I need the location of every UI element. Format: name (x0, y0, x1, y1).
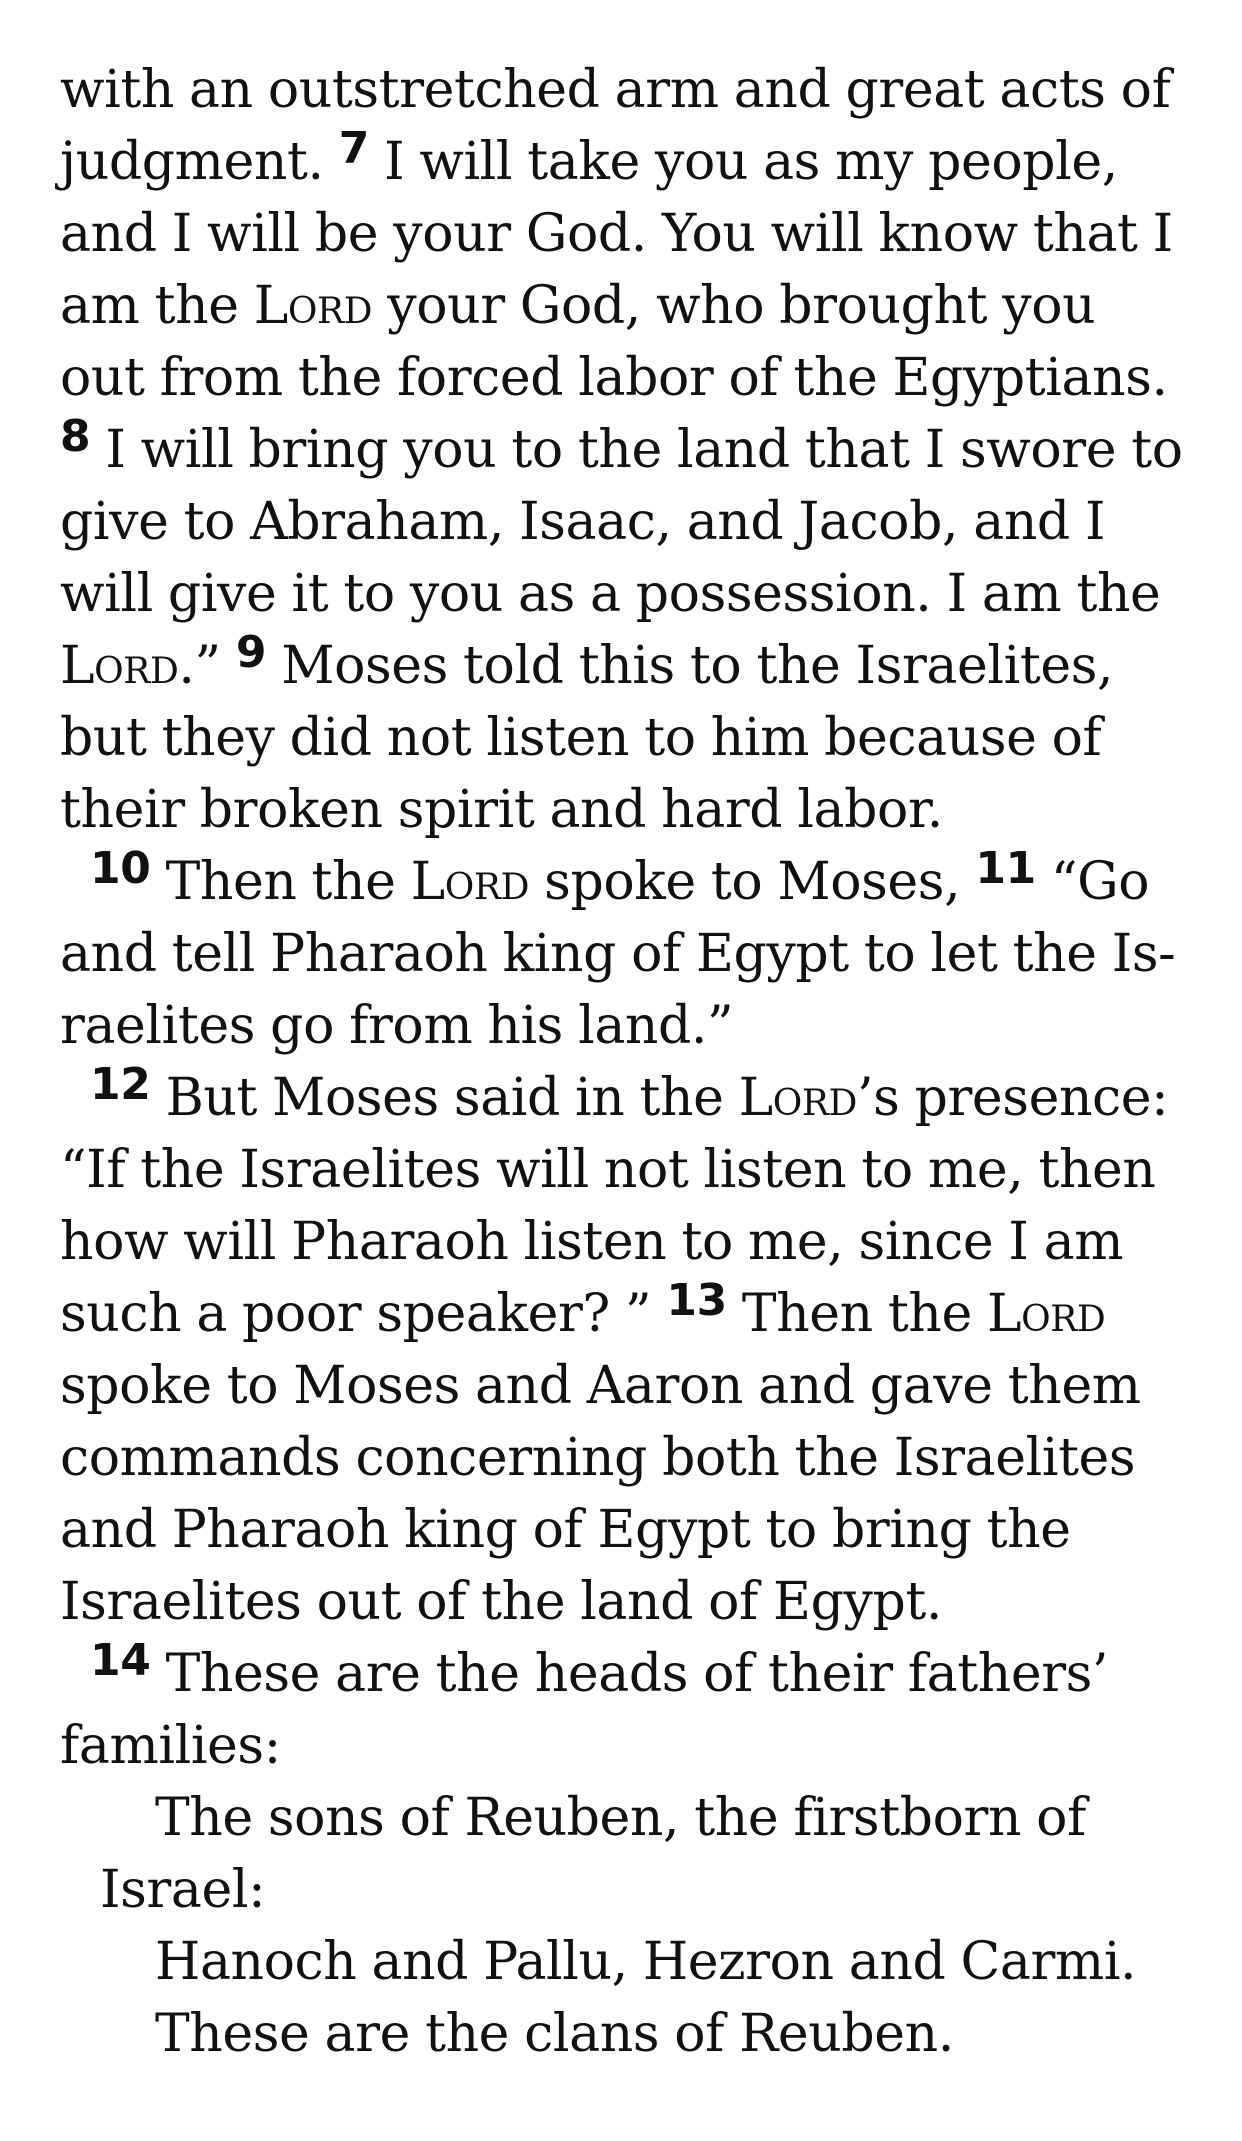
verse-number-12[interactable]: 12 (90, 1059, 151, 1110)
verse-number-13[interactable]: 13 (666, 1275, 727, 1326)
lord-small-caps: Lord (986, 1284, 1106, 1344)
verse-text: I will take you as my people, and I will be your God. You will know that I am the (60, 132, 1173, 336)
verse-text: .” (178, 636, 236, 696)
verse-text: with an outstretched arm and great acts of judgment. (60, 60, 1171, 192)
lord-small-caps: Lord (253, 276, 373, 336)
paragraph-verses-10-11 (60, 843, 1184, 1062)
verse-text: These are the heads of their fathers’ families: (60, 1644, 1109, 1776)
verse-text: I will bring you to the land that I swore to give to Abraham, Isaac, and Jacob, and I will give it to you as a possession. I am the (60, 420, 1183, 624)
lord-small-caps: Lord (410, 852, 530, 912)
poetry-line-continuation: Israel: (100, 1860, 266, 1920)
verse-text: “Go and tell Pharaoh king of Egypt to let the Is-raelites go from his land.” (60, 852, 1176, 1056)
verse-text: your God, who brought you out from the forced labor of the Egyptians. (60, 276, 1168, 408)
verse-text: spoke to Moses and Aaron and gave them commands concerning both the Israelites and Pharaoh king of Egypt to bring the Israelites out of the land of Egypt. (60, 1356, 1141, 1632)
verse-number-10[interactable]: 10 (90, 843, 151, 894)
verse-text: Moses told this to the Israelites, but they did not listen to him because of their broken spirit and hard labor. (60, 636, 1114, 840)
lord-small-caps: Lord (738, 1068, 858, 1128)
paragraph-verse-14 (60, 1635, 1184, 1782)
paragraph-verses-12-13 (60, 1059, 1184, 1638)
verse-text: Then the (150, 852, 411, 912)
verse-text: ’s presence: “If the Israelites will not listen to me, then how will Pharaoh listen to me, since I am such a poor speaker? ” (60, 1068, 1169, 1344)
verse-number-14[interactable]: 14 (90, 1635, 151, 1686)
lord-small-caps: Lord (60, 636, 179, 696)
poetry-line: These are the clans of Reuben. (155, 2004, 954, 2064)
verse-number-7[interactable]: 7 (338, 123, 369, 174)
verse-number-8[interactable]: 8 (60, 411, 91, 462)
poetry-line: The sons of Reuben, the firstborn of (155, 1788, 1086, 1848)
verse-text: Then the (726, 1284, 987, 1344)
verse-text: spoke to Moses, (529, 852, 976, 912)
poetry-line: Hanoch and Pallu, Hezron and Carmi. (155, 1932, 1137, 1992)
paragraph-verses-6-9 (60, 0, 1184, 846)
verse-text: But Moses said in the (150, 1068, 739, 1128)
verse-number-9[interactable]: 9 (235, 627, 267, 678)
poetry-block (60, 1782, 1184, 2070)
verse-number-11[interactable]: 11 (975, 843, 1036, 894)
